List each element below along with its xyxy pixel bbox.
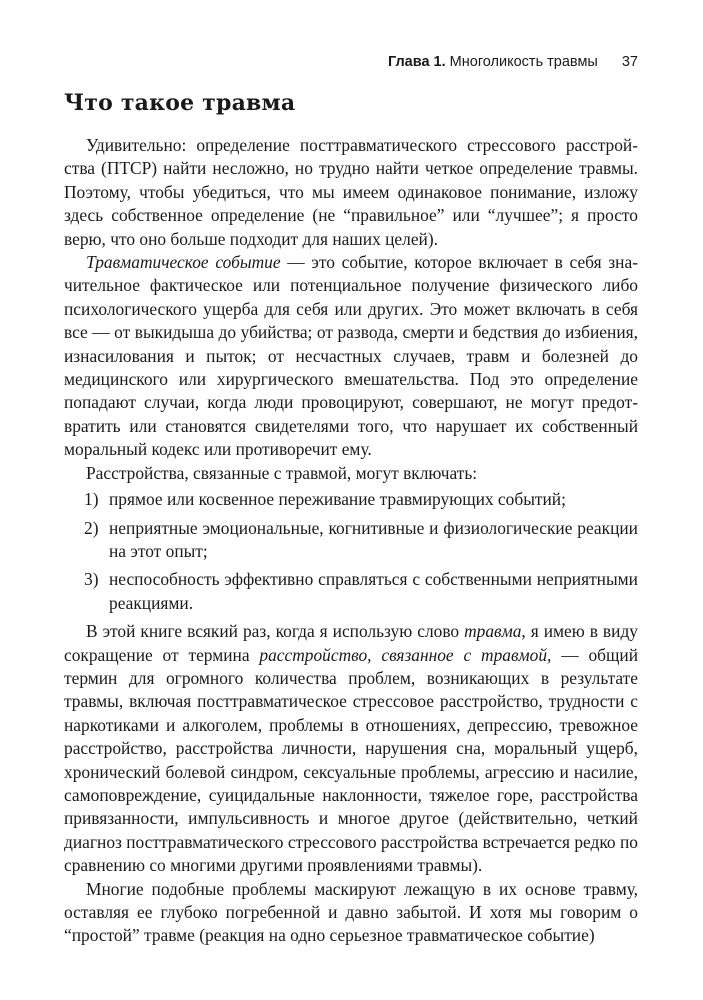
- chapter-title: Многоликость травмы: [445, 54, 598, 70]
- symptom-list: [64, 488, 638, 615]
- paragraph-3: Расстройства, связанные с травмой, могут включать:: [86, 462, 478, 483]
- list-item-number: 1): [84, 489, 99, 510]
- paragraph-4-mid: , я имею в виду сокращение от термина: [64, 621, 638, 665]
- term-traumatic-event: Травматическое событие: [86, 252, 281, 273]
- list-item: [64, 568, 638, 615]
- term-trauma-disorder: расстройство, связанное с травмой,: [259, 644, 552, 665]
- paragraph-4: [64, 620, 638, 877]
- paragraph-2-text: — это событие, которое включает в себя значительное фактическое или потенциальное получение физического либо психологического ущерба для себя или других. Это может включать в себя все — от выкидыша до убийства; от развода, смерти и бедствия до избиения, изнасилования и пыток; от несчастных случаев, травм и болезней до медицинского или хирургического вмешательства. Под это определение попадают случаи, когда люди провоцируют, совершают, не могут предотвратить или становятся свидетелями того, что нарушает их собственный моральный кодекс или противоречит ему.: [64, 252, 638, 460]
- list-item-text: неспособность эффективно справляться с собственными неприятными реакциями.: [109, 569, 638, 613]
- body-text: [64, 134, 638, 948]
- paragraph-2: [64, 251, 638, 462]
- paragraph-4-start: В этой книге всякий раз, когда я использую слово: [86, 621, 465, 642]
- list-item: [64, 488, 638, 511]
- list-item-text: неприятные эмоциональные, когнитивные и физиологические реакции на этот опыт;: [109, 517, 638, 561]
- paragraph-4-end: — общий термин для огромного количества проблем, возникающих в результате травмы, включая посттравматическое стрессовое расстройство, трудности с наркотиками и алкоголем, проблемы в отношениях, депрессию, тревожное расстройство, расстройства личности, нарушения сна, моральный ущерб, хронический болевой синдром, сексуальные проблемы, агрессию и насилие, самоповреждение, суицидальные наклонности, тяжелое горе, расстройства привязанности, импульсивность и многое другое (действительно, четкий диагноз посттравматического стрессового расстройства встречается редко по сравнению со многими другими проявлениями травмы).: [64, 644, 638, 876]
- term-trauma: травма: [464, 621, 522, 642]
- section-title: Что такое травма: [64, 90, 296, 116]
- paragraph-5: Многие подобные проблемы маскируют лежащую в их основе травму, оставляя ее глубоко погребенной и давно забытой. И хотя мы говорим о “простой” травме (реакция на одно серьезное травматическое событие): [64, 878, 638, 946]
- list-item-number: 2): [84, 517, 99, 538]
- list-item-number: 3): [84, 569, 99, 590]
- chapter-label: Глава 1.: [387, 54, 446, 70]
- paragraph-1: Удивительно: определение посттравматического стрессового расстройства (ПТСР) найти несложно, но трудно найти четкое определение травмы. Поэтому, чтобы убедиться, что мы имеем одинаковое понимание, изложу здесь собственное определение (не “правильное” или “лучшее”; я просто верю, что оно больше подходит для наших целей).: [64, 135, 638, 249]
- page-number: 37: [621, 54, 638, 70]
- list-item: [64, 517, 638, 564]
- list-item-text: прямое или косвенное переживание травмирующих событий;: [109, 489, 566, 510]
- running-head: [64, 54, 638, 70]
